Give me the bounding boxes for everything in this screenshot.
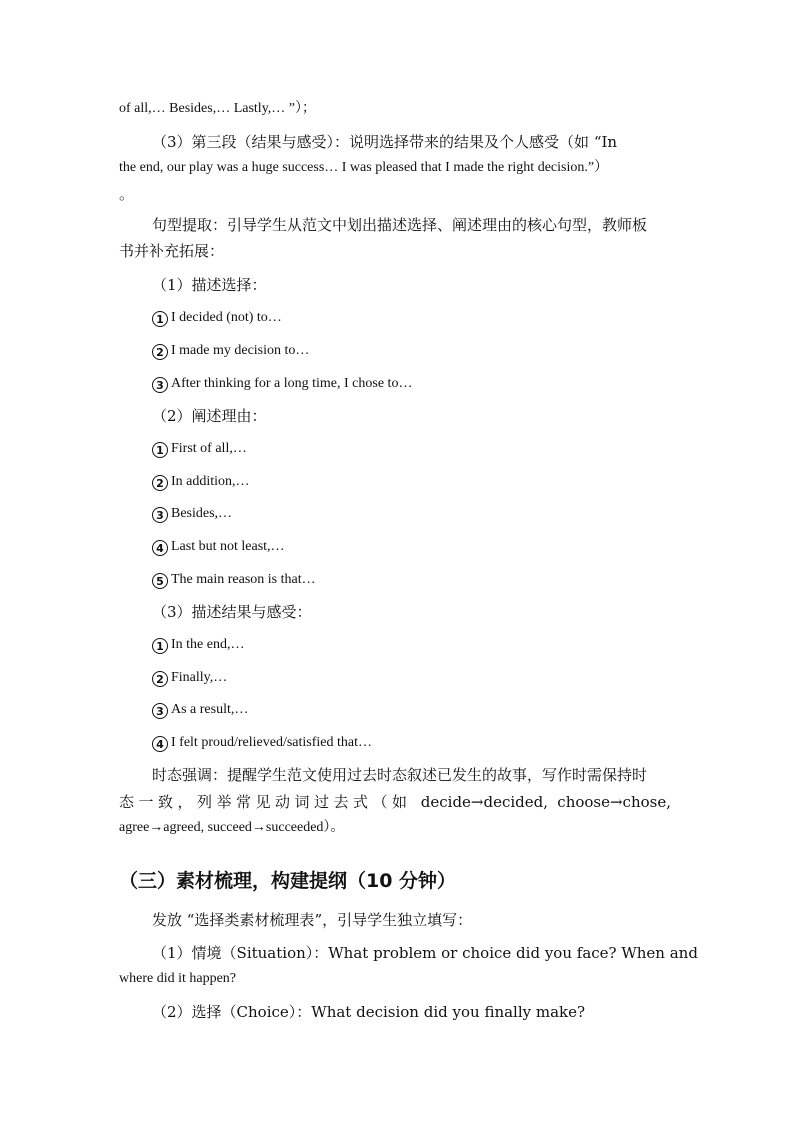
paragraph-line: 时态强调：提醒学生范文使用过去时态叙述已发生的故事，写作时需保持时 [152,766,648,784]
list-item-text: First of all,… [171,441,247,456]
circled-number: 2 [152,344,168,360]
list-item [152,439,247,459]
subsection-title: （1）描述选择： [152,276,267,294]
paragraph-line: （3）第三段（结果与感受）：说明选择带来的结果及个人感受（如 “In [152,133,618,151]
list-item [152,537,285,557]
list-item [152,374,412,394]
list-item-text: I decided (not) to… [171,310,282,325]
paragraph-line: 书并补充拓展： [119,242,225,260]
circled-number: 2 [152,671,168,687]
list-item-text: I made my decision to… [171,343,310,358]
circled-number: 3 [152,507,168,523]
list-item-text: In the end,… [171,637,245,652]
circled-number: 5 [152,573,168,589]
paragraph-line: the end, our play was a huge success… I was pleased that I made the right decision.”） [119,160,609,175]
subsection-title: （3）描述结果与感受： [152,603,312,621]
paragraph-line: （1）情境（Situation）：What problem or choice did you face? When and [152,944,698,962]
list-item [152,472,250,492]
circled-number: 4 [152,736,168,752]
circled-number: 3 [152,703,168,719]
list-item-text: The main reason is that… [171,572,316,587]
list-item-text: I felt proud/relieved/satisfied that… [171,735,372,750]
paragraph-line: 。 [119,185,135,203]
list-item-text: Besides,… [171,506,233,521]
list-item [152,504,232,524]
list-item [152,341,309,361]
section-heading: （三）素材梳理，构建提纲（10 分钟） [119,870,457,892]
list-item [152,668,227,688]
circled-number: 2 [152,475,168,491]
paragraph-line: of all,… Besides,… Lastly,… ”）； [119,101,317,116]
list-item-text: In addition,… [171,474,250,489]
list-item [152,570,316,590]
circled-number: 3 [152,377,168,393]
paragraph-line: 态一致，列举常见动词过去式（如 decide→decided, choose→chose, [119,793,671,811]
circled-number: 4 [152,540,168,556]
list-item [152,635,244,655]
list-item [152,308,282,328]
paragraph-line: where did it happen? [119,971,237,986]
circled-number: 1 [152,638,168,654]
circled-number: 1 [152,311,168,327]
list-item [152,733,372,753]
list-item-text: As a result,… [171,702,249,717]
list-item-text: Last but not least,… [171,539,285,554]
list-item-text: Finally,… [171,670,228,685]
list-item-text: After thinking for a long time, I chose to… [171,376,413,391]
paragraph-line: 发放 “选择类素材梳理表”，引导学生独立填写： [152,911,473,929]
paragraph-line: 句型提取：引导学生从范文中划出描述选择、阐述理由的核心句型，教师板 [152,216,648,234]
subsection-title: （2）阐述理由： [152,407,267,425]
paragraph-line: （2）选择（Choice）：What decision did you finally make? [152,1003,586,1021]
list-item [152,700,248,720]
circled-number: 1 [152,442,168,458]
paragraph-line: agree→agreed, succeed→succeeded）。 [119,820,345,835]
